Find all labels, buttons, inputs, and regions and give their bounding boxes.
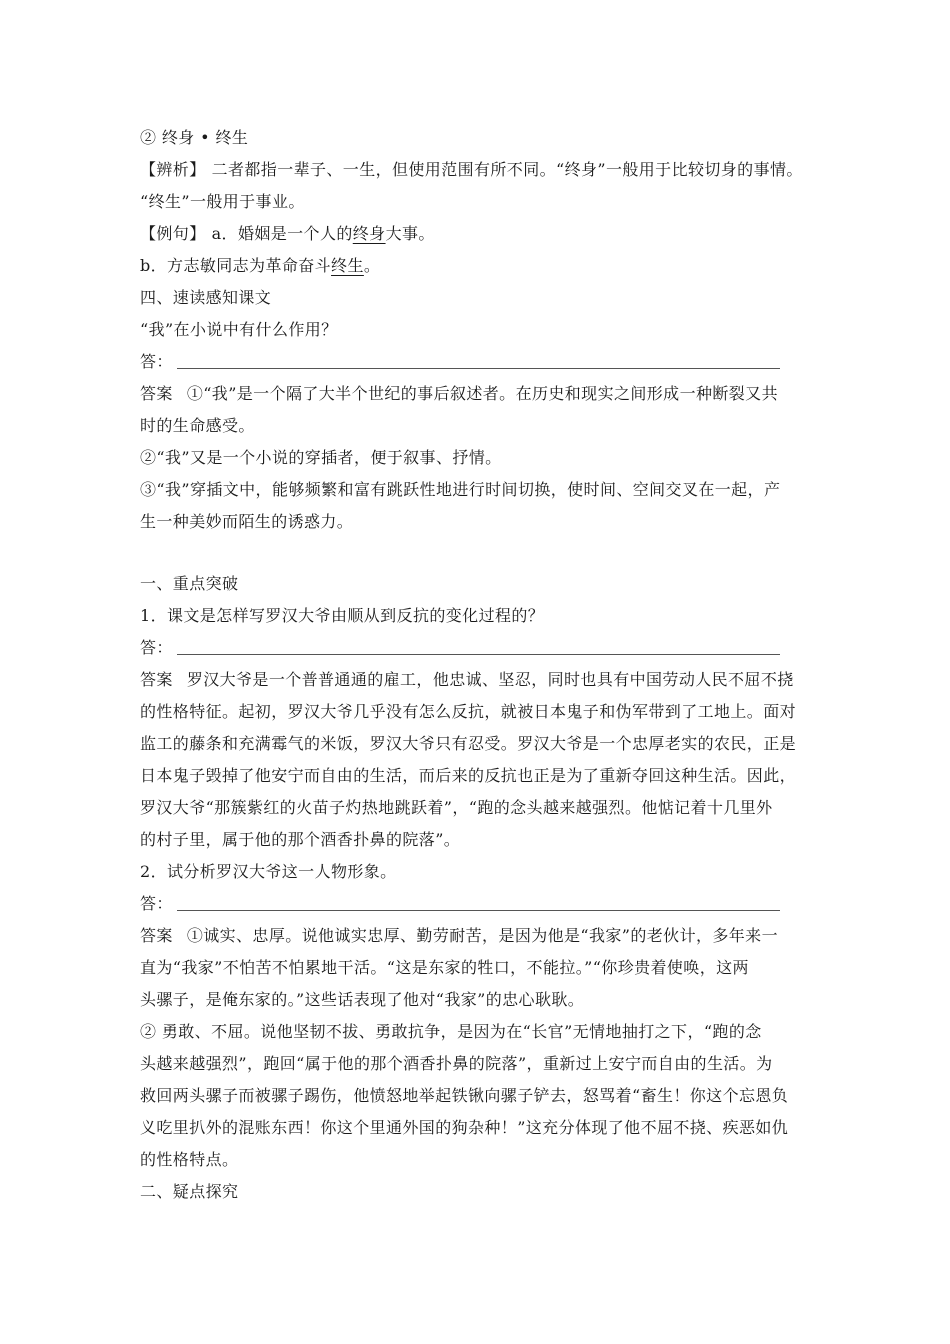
- analysis-tag: 【辨析】: [140, 160, 206, 179]
- analysis-line-1: [140, 154, 830, 186]
- q2-answer-line-2: 直为“我家”不怕苦不怕累地干活。“这是东家的牲口，不能拉。”“你珍贵着使唤，这两: [140, 958, 749, 977]
- answer-text: 罗汉大爷是一个普普通通的雇工，他忠诚、坚忍，同时也具有中国劳动人民不屈不挠: [186, 670, 794, 689]
- q2-answer-line-5: 头越来越强烈”，跑回“属于他的那个酒香扑鼻的院落”，重新过上安宁而自由的生活。为: [140, 1054, 773, 1073]
- q2-answer-line-6: 救回两头骡子而被骡子踢伤，他愤怒地举起铁锹向骡子铲去，怒骂着“畜生！你这个忘恩负: [140, 1086, 789, 1105]
- section4-answer-line-1: [140, 378, 830, 410]
- q2-answer-line-3: 头骡子，是俺东家的。”这些话表现了他对“我家”的忠心耿耿。: [140, 990, 585, 1009]
- section4-answer-line-5: 生一种美妙而陌生的诱惑力。: [140, 512, 354, 531]
- answer-blank-line: [177, 892, 780, 911]
- part1-title: 一、重点突破: [140, 574, 239, 593]
- answer-blank-line: [177, 636, 780, 655]
- q1-answer-line-4: 日本鬼子毁掉了他安宁而自由的生活，而后来的反抗也正是为了重新夺回这种生活。因此，: [140, 766, 797, 785]
- answer-label: 答案: [140, 670, 173, 689]
- answer-prompt: 答：: [140, 638, 173, 657]
- example-a-post: 大事。: [385, 224, 435, 243]
- section4-answer-line-4: ③“我”穿插文中，能够频繁和富有跳跃性地进行时间切换，使时间、空间交叉在一起，产: [140, 480, 781, 499]
- analysis-text: 二者都指一辈子、一生，但使用范围有所不同。“终身”一般用于比较切身的事情。: [211, 160, 803, 179]
- answer-blank-line: [177, 350, 780, 369]
- section4-answer-line-2: 时的生命感受。: [140, 416, 255, 435]
- section4-answer-line-3: ②“我”又是一个小说的穿插者，便于叙事、抒情。: [140, 448, 502, 467]
- example-a-word: 终身: [352, 224, 386, 243]
- section4-title: 四、速读感知课文: [140, 288, 272, 307]
- example-b-post: 。: [363, 256, 381, 275]
- wordpair-heading: ② 终身 • 终生: [140, 128, 249, 147]
- example-b-pre: b．方志敏同志为革命奋斗: [140, 256, 332, 275]
- q1-answer-line-3: 监工的藤条和充满霉气的米饭，罗汉大爷只有忍受。罗汉大爷是一个忠厚老实的农民，正是: [140, 734, 797, 753]
- answer-text: ①“我”是一个隔了大半个世纪的事后叙述者。在历史和现实之间形成一种断裂又共: [186, 384, 778, 403]
- example-b: [140, 250, 830, 282]
- answer-label: 答案: [140, 926, 173, 945]
- answer-prompt: 答：: [140, 894, 173, 913]
- q1-answer-line-1: [140, 664, 830, 696]
- answer-text: ①诚实、忠厚。说他诚实忠厚、勤劳耐苦，是因为他是“我家”的老伙计，多年来一: [186, 926, 778, 945]
- q2-answer-line-8: 的性格特点。: [140, 1150, 239, 1169]
- q1-answer-line-5: 罗汉大爷“那簇紫红的火苗子灼热地跳跃着”，“跑的念头越来越强烈。他惦记着十几里外: [140, 798, 773, 817]
- example-a-pre: a．婚姻是一个人的: [211, 224, 353, 243]
- section4-answer-field: [140, 346, 830, 378]
- analysis-line-2: “终生”一般用于事业。: [140, 192, 305, 211]
- answer-label: 答案: [140, 384, 173, 403]
- section-gap: [140, 538, 830, 568]
- example-b-word: 终生: [331, 256, 364, 275]
- q1-answer-line-2: 的性格特征。起初，罗汉大爷几乎没有怎么反抗，就被日本鬼子和伪军带到了工地上。面对: [140, 702, 797, 721]
- q2-answer-field: [140, 888, 830, 920]
- q2-answer-line-1: [140, 920, 830, 952]
- example-tag: 【例句】: [140, 224, 206, 243]
- part1-question-2: 2．试分析罗汉大爷这一人物形象。: [140, 862, 397, 881]
- answer-prompt: 答：: [140, 352, 173, 371]
- q2-answer-line-4: ② 勇敢、不屈。说他坚韧不拔、勇敢抗争，是因为在“长官”无情地抽打之下，“跑的念: [140, 1022, 762, 1041]
- section4-question: “我”在小说中有什么作用？: [140, 320, 338, 339]
- q2-answer-line-7: 义吃里扒外的混账东西！你这个里通外国的狗杂种！”这充分体现了他不屈不挠、疾恶如仇: [140, 1118, 789, 1137]
- example-a: [140, 218, 830, 250]
- q1-answer-line-6: 的村子里，属于他的那个酒香扑鼻的院落”。: [140, 830, 461, 849]
- q1-answer-field: [140, 632, 830, 664]
- part1-question-1: 1．课文是怎样写罗汉大爷由顺从到反抗的变化过程的？: [140, 606, 545, 625]
- part2-title: 二、疑点探究: [140, 1182, 239, 1201]
